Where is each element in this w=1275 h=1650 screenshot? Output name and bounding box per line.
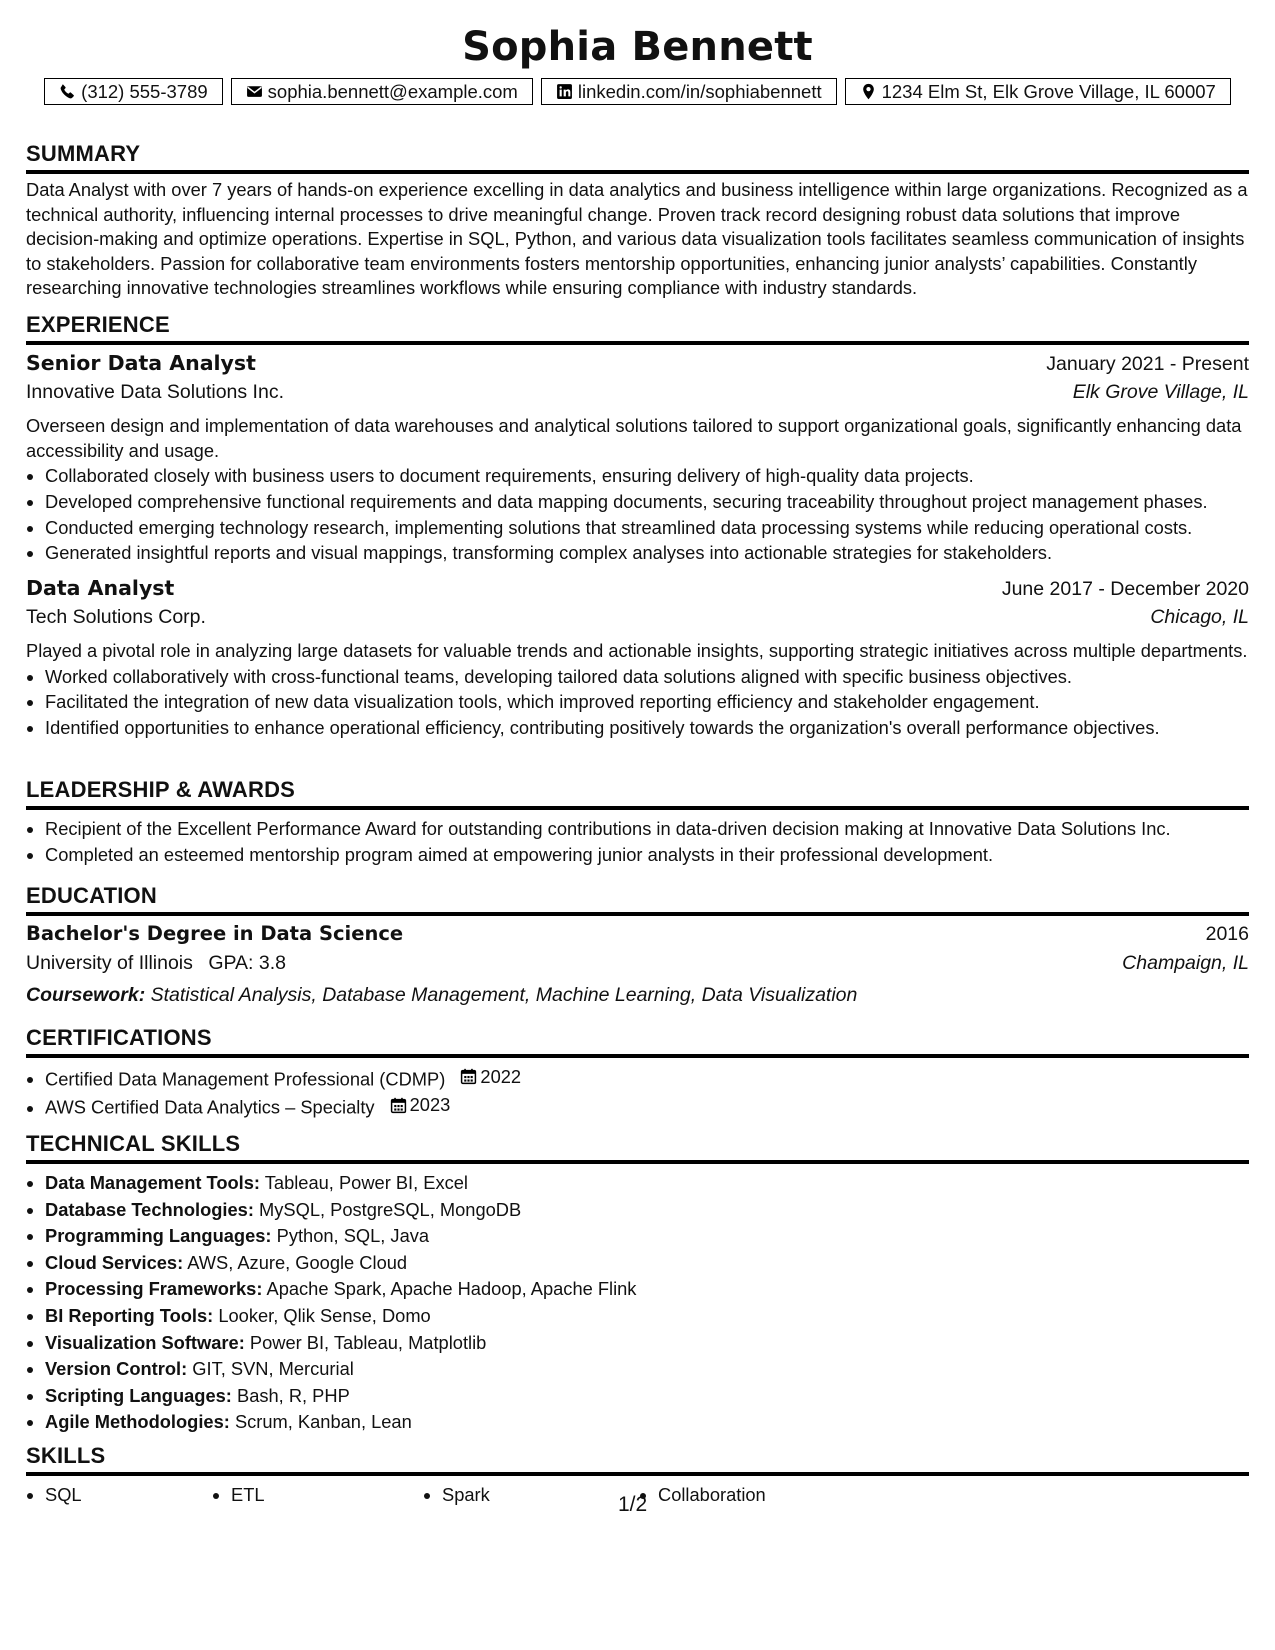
skill-category: Version Control: [45,1358,188,1380]
coursework [26,981,1249,1010]
contact-phone[interactable] [44,78,223,105]
company-name: Tech Solutions Corp. [26,606,206,629]
contact-email[interactable] [231,78,533,105]
school-location: Champaign, IL [1122,952,1249,974]
summary-section [26,140,1249,301]
linkedin-text: linkedin.com/in/sophiabennett [577,80,822,102]
skills-column [423,1482,639,1508]
list-item: • Completed an esteemed mentorship program aimed at empowering junior analysts in their professional development. [45,842,1249,868]
list-item: • Recipient of the Excellent Performance Award for outstanding contributions in data-driven decision making at Innovative Data Solutions Inc. [45,816,1249,842]
coursework-label: Coursework: [26,984,146,1006]
section-title: EDUCATION [26,882,1249,916]
list-item: • Spark [442,1482,639,1508]
skill-category: Processing Frameworks: [45,1278,263,1300]
envelope-icon [246,83,263,100]
skills-column [639,1482,958,1508]
resume-page [26,0,1249,1516]
list-item [45,1330,1249,1357]
page-number: 1/2 [618,1493,648,1516]
candidate-name: Sophia Bennett [462,24,813,70]
skills-column [212,1482,423,1508]
gpa: GPA: 3.8 [208,952,286,974]
map-marker-icon [860,83,877,100]
list-item [45,1303,1249,1330]
leadership-bullets [26,816,1249,868]
list-item [45,1276,1249,1303]
job-entry [26,576,1249,741]
skill-category: Agile Methodologies: [45,1411,230,1433]
list-item [45,1409,1249,1436]
skill-values: Scrum, Kanban, Lean [234,1411,412,1433]
list-item [45,1356,1249,1383]
job-location: Elk Grove Village, IL [1072,381,1249,403]
job-title: Senior Data Analyst [26,351,256,375]
graduation-year: 2016 [1205,923,1249,945]
list-item: • Conducted emerging technology research, implementing solutions that streamlined data processing systems while reducing operational costs. [45,515,1249,541]
certifications-section [26,1024,1249,1120]
list-item [45,1383,1249,1410]
phone-icon [59,83,76,100]
coursework-list: Statistical Analysis, Database Management, Machine Learning, Data Visualization [150,984,858,1006]
section-title: CERTIFICATIONS [26,1024,1249,1058]
section-title: EXPERIENCE [26,311,1249,345]
calendar-icon [390,1097,407,1114]
section-title: TECHNICAL SKILLS [26,1130,1249,1164]
certification-name: AWS Certified Data Analytics – Specialty [45,1096,375,1118]
job-title: Data Analyst [26,576,175,601]
calendar-icon [460,1068,477,1085]
skill-values: Power BI, Tableau, Matplotlib [249,1331,487,1353]
list-item [45,1092,1249,1120]
skill-category: Cloud Services: [45,1251,184,1273]
contact-linkedin[interactable] [541,78,837,105]
list-item [45,1170,1249,1197]
section-title: LEADERSHIP & AWARDS [26,776,1249,810]
list-item [45,1223,1249,1250]
list-item: • Collaboration [658,1482,958,1508]
job-dates: June 2017 - December 2020 [1001,578,1249,601]
job-location: Chicago, IL [1150,606,1249,629]
degree-name: Bachelor's Degree in Data Science [26,922,404,945]
address-text: 1234 Elm St, Elk Grove Village, IL 60007 [881,80,1216,102]
job-dates: January 2021 - Present [1046,353,1249,375]
skill-values: Apache Spark, Apache Hadoop, Apache Flink [266,1278,637,1300]
list-item [45,1197,1249,1224]
school-name: University of Illinois [26,952,193,974]
linkedin-icon [556,83,573,100]
email-text: sophia.bennett@example.com [267,80,518,102]
skill-values: Looker, Qlik Sense, Domo [218,1304,431,1326]
section-title: SUMMARY [26,140,1249,174]
list-item: • Developed comprehensive functional requirements and data mapping documents, securing traceability throughout project management phases. [45,489,1249,515]
education-section [26,882,1249,1010]
technical-skills-section [26,1130,1249,1436]
skill-values: Python, SQL, Java [276,1225,430,1247]
skills-column [26,1482,212,1508]
contact-bar [26,78,1249,105]
contact-address[interactable] [845,78,1231,105]
skill-values: AWS, Azure, Google Cloud [187,1251,408,1273]
skill-category: Visualization Software: [45,1331,245,1353]
list-item [45,1250,1249,1277]
list-item [45,1064,1249,1092]
skill-values: GIT, SVN, Mercurial [192,1358,354,1380]
list-item: • Facilitated the integration of new data visualization tools, which improved reporting efficiency and stakeholder engagement. [45,689,1249,715]
company-name: Innovative Data Solutions Inc. [26,381,284,403]
list-item: • SQL [45,1482,212,1508]
phone-text: (312) 555-3789 [81,80,208,102]
summary-text: Data Analyst with over 7 years of hands-on experience excelling in data analytics and business intelligence within large organizations. Recognized as a technical authority, influencing internal processes to drive meaningful change. Proven track record designing robust data solutions that improve decision-making and optimize operations. Expertise in SQL, Python, and various data visualization tools facilitates seamless communication of insights to stakeholders. Passion for collaborative team environments fosters mentorship opportunities, enhancing junior analysts’ capabilities. Constantly researching innovative technologies streamlines workflows while ensuring compliance with industry standards. [26,179,1248,298]
list-item: • ETL [231,1482,423,1508]
job-description: Played a pivotal role in analyzing large datasets for valuable trends and actionable insights, supporting strategic initiatives across multiple departments. [26,640,1248,662]
certification-year: 2022 [480,1066,522,1087]
skill-category: Database Technologies: [45,1198,254,1220]
list-item: • Identified opportunities to enhance operational efficiency, contributing positively towards the organization's overall performance objectives. [45,715,1249,741]
skill-category: Data Management Tools: [45,1172,261,1193]
skill-category: BI Reporting Tools: [45,1304,214,1326]
technical-skills-list [26,1170,1249,1436]
certification-name: Certified Data Management Professional (CDMP) [45,1068,446,1090]
job-bullets [26,463,1249,566]
skill-values: Tableau, Power BI, Excel [264,1172,468,1193]
job-description: Overseen design and implementation of data warehouses and analytical solutions tailored to support organizational goals, significantly enhancing data accessibility and usage. [26,415,1242,461]
experience-section [26,311,1249,741]
skill-category: Programming Languages: [45,1225,272,1247]
skill-values: MySQL, PostgreSQL, MongoDB [259,1198,522,1220]
list-item: • Collaborated closely with business users to document requirements, ensuring delivery of high-quality data projects. [45,463,1249,489]
job-entry [26,351,1249,566]
list-item: • Generated insightful reports and visual mappings, transforming complex analyses into actionable strategies for stakeholders. [45,540,1249,566]
section-title: SKILLS [26,1442,1249,1476]
job-bullets [26,664,1249,741]
skill-values: Bash, R, PHP [237,1384,350,1406]
leadership-section [26,776,1249,868]
certification-list [26,1064,1249,1120]
skill-category: Scripting Languages: [45,1384,232,1406]
certification-year: 2023 [409,1094,451,1116]
list-item: • Worked collaboratively with cross-functional teams, developing tailored data solutions aligned with specific business objectives. [45,664,1249,690]
